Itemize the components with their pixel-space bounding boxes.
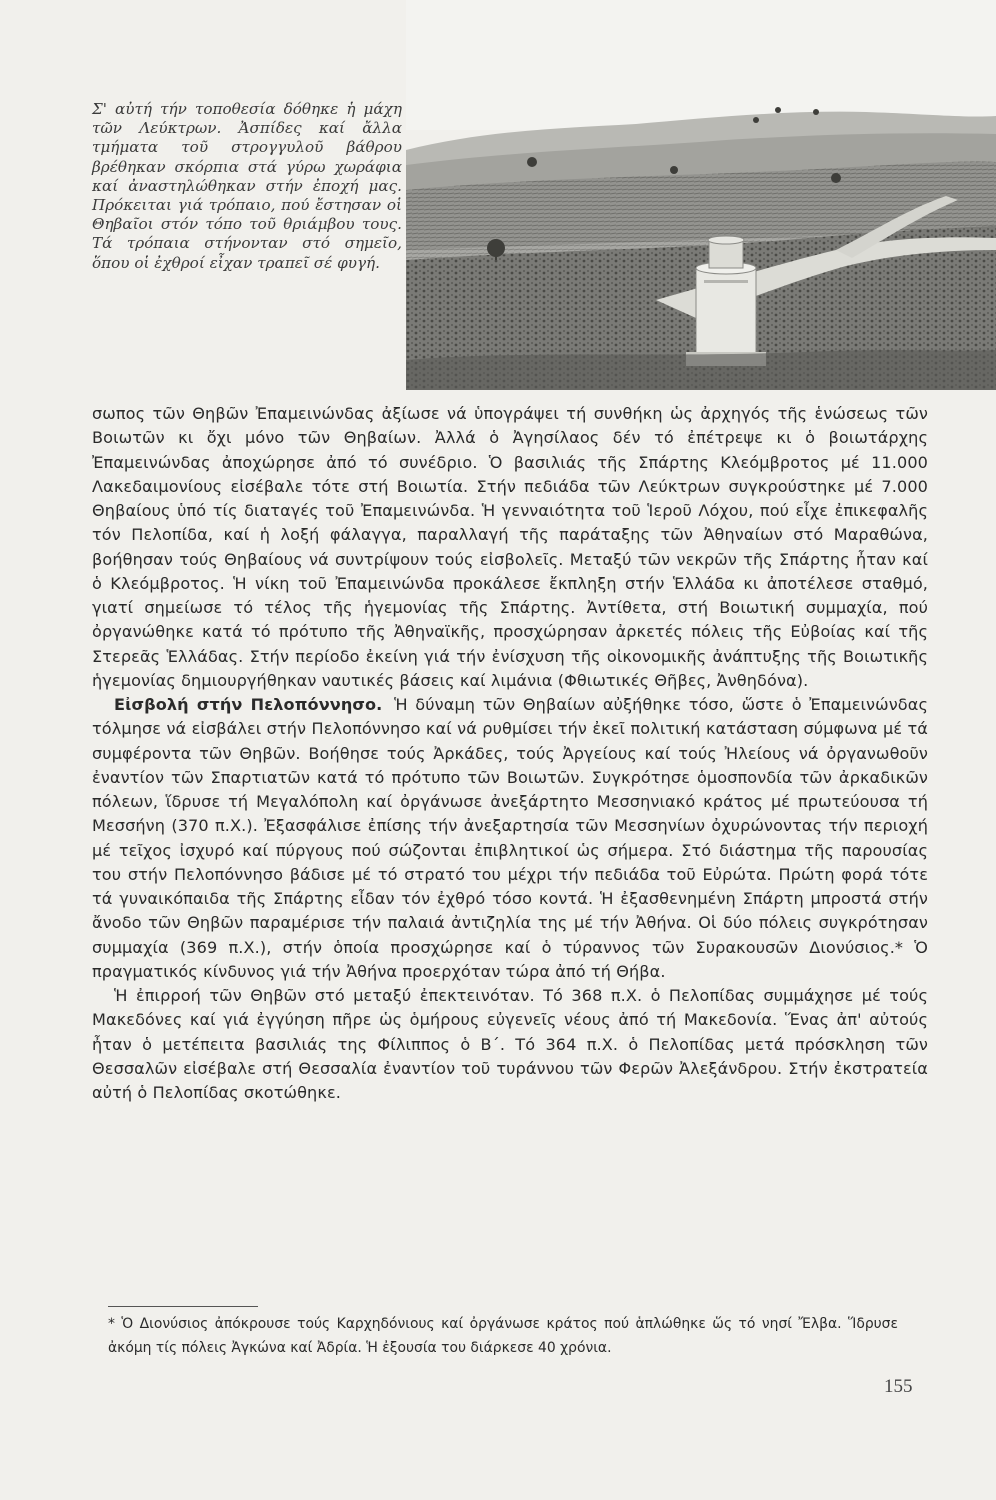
paragraph-peloponnese-text: Ἡ δύναμη τῶν Θηβαίων αὐξήθηκε τόσο, ὥστε ὁ Ἐπαμεινώνδας τόλμησε νά εἰσβάλει στήν Πελοπόννησο καί νά ρυθμίσει τήν ἐκεῖ πολιτική κατάσταση σύμφωνα μέ τά συμφέροντα τῶν Θηβῶν. Βοήθησε τούς Ἀρκάδες, τούς Ἀργείους καί τούς Ἠλείους νά ὀργανωθοῦν ἐναντίον τῶν Σπαρτιατῶν κατά τό πρότυπο τῶν Βοιωτῶν. Συγκρότησε ὁμοσπονδία τῶν ἀρκαδικῶν πόλεων, ἵδρυσε τή Μεγαλόπολη καί ὀργάνωσε ἀνεξάρτητο Μεσσηνιακό κράτος μέ πρωτεύουσα τή Μεσσήνη (370 π.Χ.). Ἐξασφάλισε ἐπίσης τήν ἀνεξαρτησία τῶν Μεσσηνίων ὀχυρώνοντας τήν περιοχή μέ τεῖχος ἰσχυρό καί πύργους πού σώζονται ἐπιβλητικοί ὡς σήμερα. Στό διάστημα τῆς παρουσίας του στήν Πελοπόννησο βάδισε μέ τό στρατό του μέχρι τήν πεδιάδα τοῦ Εὐρώτα. Πρώτη φορά τότε τά γυναικόπαιδα τῆς Σπάρτης εἶδαν τόν ἐχθρό τόσο κοντά. Ἡ ἐξασθενημένη Σπάρτη μπροστά στήν ἄνοδο τῶν Θηβῶν παραμέρισε τήν παλαιά ἀντιζηλία της μέ τήν Ἀθήνα. Οἱ δύο πόλεις συγκρότησαν συμμαχία (369 π.Χ.), στήν ὁποία προσχώρησε καί ὁ τύραννος τῶν Συρακουσῶν Διονύσιος.* Ὁ πραγματικός κίνδυνος γιά τήν Ἀθήνα προερχόταν τώρα ἀπό τή Θήβα. [92, 695, 928, 981]
main-text [92, 402, 928, 1105]
paragraph-peloponnese [92, 693, 928, 984]
page-number: 155 [884, 1376, 913, 1397]
paragraph-leuctra: σωπος τῶν Θηβῶν Ἐπαμεινώνδας ἀξίωσε νά ὑπογράψει τή συνθήκη ὡς ἀρχηγός τῆς ἑνώσεως τῶν Βοιωτῶν κι ὄχι μόνο τῶν Θηβαίων. Ἀλλά ὁ Ἀγησίλαος δέν τό ἐπέτρεψε κι ὁ βοιωτάρχης Ἐπαμεινώνδας ἀποχώρησε ἀπό τό συνέδριο. Ὁ βασιλιάς τῆς Σπάρτης Κλεόμβροτος μέ 11.000 Λακεδαιμονίους εἰσέβαλε τότε στή Βοιωτία. Στήν πεδιάδα τῶν Λεύκτρων συγκρούστηκε μέ 7.000 Θηβαίους ὑπό τίς διαταγές τοῦ Ἐπαμεινώνδα. Ἡ γενναιότητα τοῦ Ἱεροῦ Λόχου, πού εἶχε ἐπικεφαλῆς τόν Πελοπίδα, καί ἡ λοξή φάλαγγα, παραλλαγή τῆς παράταξης τῶν Ἀθηναίων στό Μαραθώνα, βοήθησαν τούς Θηβαίους νά συντρίψουν τούς εἰσβολεῖς. Μεταξύ τῶν νεκρῶν τῆς Σπάρτης ἦταν καί ὁ Κλεόμβροτος. Ἡ νίκη τοῦ Ἐπαμεινώνδα προκάλεσε ἔκπληξη στήν Ἑλλάδα κι ἀποτέλεσε σταθμό, γιατί σημείωσε τό τέλος τῆς ἡγεμονίας τῆς Σπάρτης. Ἀντίθετα, στή Βοιωτική συμμαχία, πού ὀργανώθηκε κατά τό πρότυπο τῆς Ἀθηναϊκῆς, προσχώρησαν ἀρκετές πόλεις τῆς Εὐβοίας καί τῆς Στερεᾶς Ἑλλάδας. Στήν περίοδο ἐκείνη γιά τήν ἐνίσχυση τῆς οἰκονομικῆς ἀνάπτυξης τῆς Βοιωτικῆς ἡγεμονίας δημιουργήθηκαν ναυτικές βάσεις καί λιμάνια (Φθιωτικές Θῆβες, Ἀνθηδόνα). [92, 404, 928, 690]
paragraph-thebes-influence: Ἡ ἐπιρροή τῶν Θηβῶν στό μεταξύ ἐπεκτεινόταν. Τό 368 π.Χ. ὁ Πελοπίδας συμμάχησε μέ τούς Μακεδόνες καί γιά ἐγγύηση πῆρε ὡς ὁμήρους εὐγενεῖς νέους ἀπό τή Μακεδονία. Ἕνας ἀπ' αὐτούς ἦταν ὁ μετέπειτα βασιλιάς της Φίλιππος ὁ Β΄. Τό 364 π.Χ. ὁ Πελοπίδας μετά πρόσκληση τῶν Θεσσαλῶν εἰσέβαλε στή Θεσσαλία ἐναντίον τοῦ τυράννου τῶν Φερῶν Ἀλεξάνδρου. Στήν ἐκστρατεία αὐτή ὁ Πελοπίδας σκοτώθηκε. [92, 986, 928, 1102]
footnote-divider [108, 1306, 258, 1307]
footnote: * Ὁ Διονύσιος ἀπόκρουσε τούς Καρχηδόνιους καί ὀργάνωσε κράτος πού ἁπλώθηκε ὥς τό νησί Ἔλβα. Ἵδρυσε ἀκόμη τίς πόλεις Ἀγκώνα καί Ἀδρία. Ἡ ἐξουσία του διάρκεσε 40 χρόνια. [108, 1316, 898, 1356]
leuctra-trophy-photo [406, 0, 996, 390]
photo-caption: Σ' αὐτή τήν τοποθεσία δόθηκε ἡ μάχη τῶν Λεύκτρων. Ἀσπίδες καί ἄλλα τμήματα τοῦ στρογγυλοῦ βάθρου βρέθηκαν σκόρπια στά γύρω χωράφια καί ἀναστηλώθηκαν στήν ἐποχή μας. Πρόκειται γιά τρόπαιο, πού ἔστησαν οἱ Θηβαῖοι στόν τόπο τοῦ θριάμβου τους. Τά τρόπαια στήνονταν στό σημεῖο, ὅπου οἱ ἐχθροί εἶχαν τραπεῖ σέ φυγή. [92, 100, 402, 272]
section-title: Εἰσβολή στήν Πελοπόννησο. [114, 695, 383, 714]
